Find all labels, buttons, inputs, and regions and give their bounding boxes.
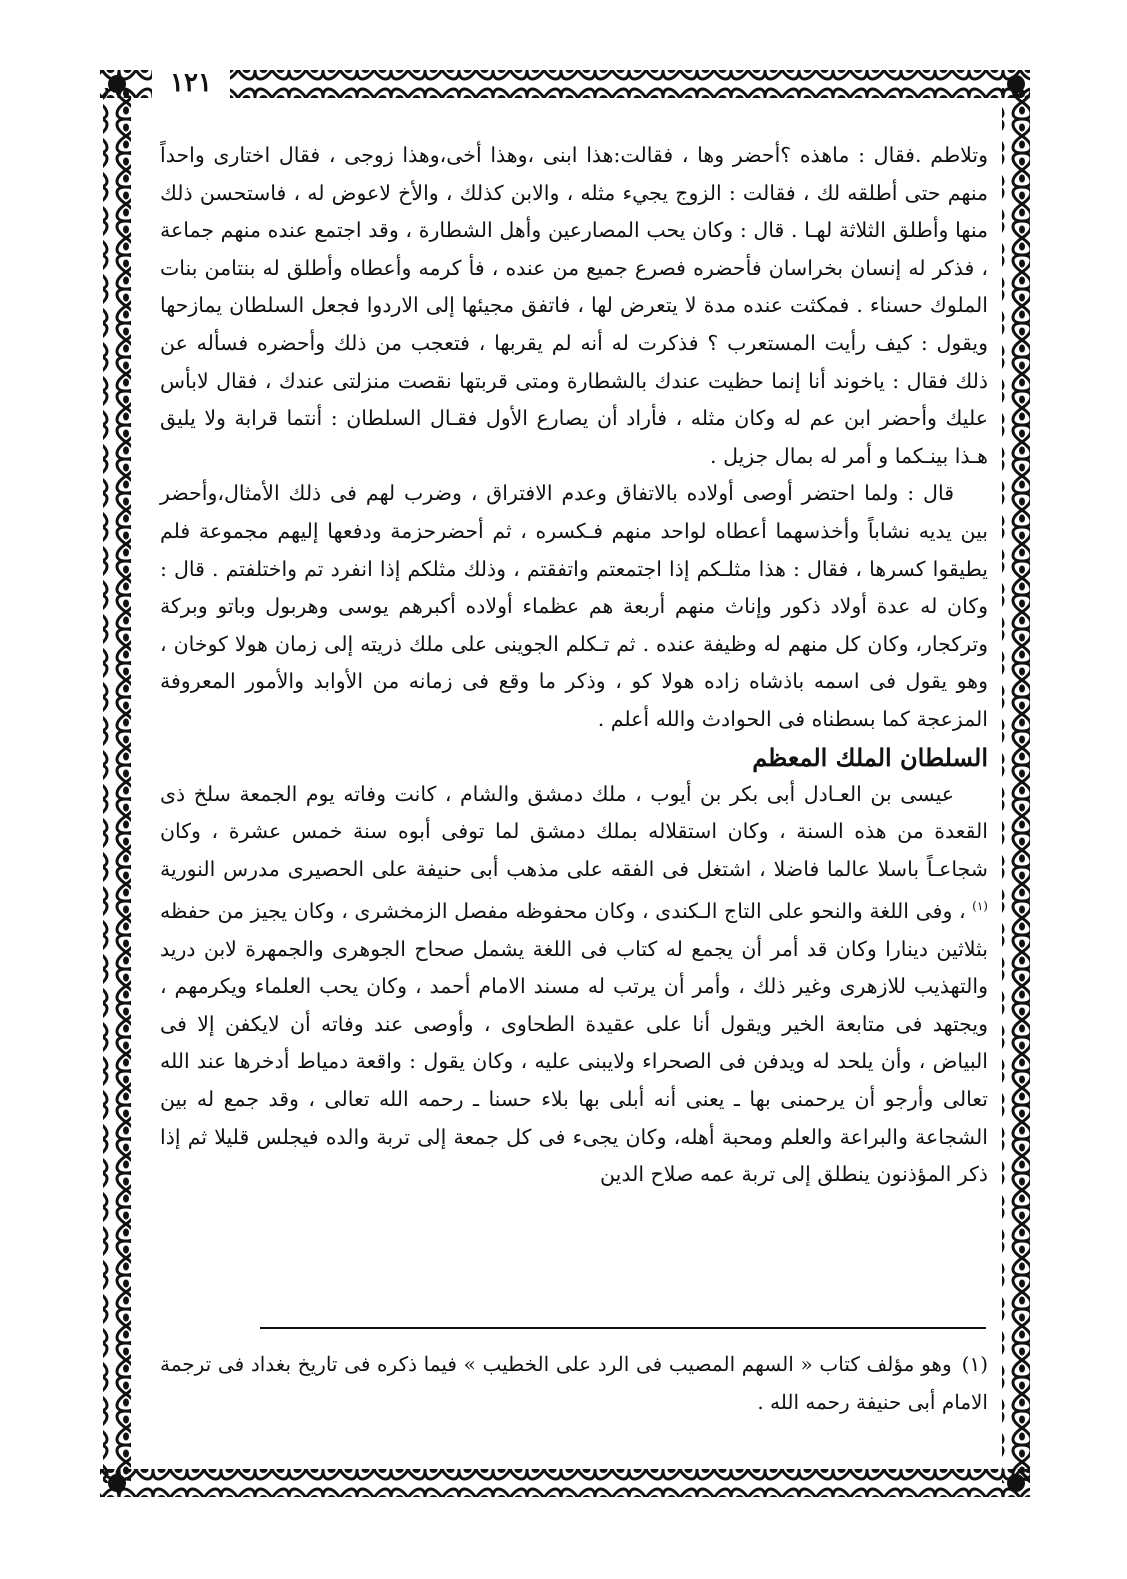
footnote	[160, 1345, 988, 1421]
corner-knot	[1007, 1474, 1025, 1492]
footnote-paragraph	[160, 1345, 988, 1421]
footnote-text: وهو مؤلف كتاب « السهم المصيب فى الرد على الخطيب » فيما ذكره فى تاريخ بغداد فى ترجمة الامام أبى حنيفة رحمه الله .	[160, 1352, 988, 1414]
paragraph	[160, 776, 988, 1194]
footnote-divider	[260, 1327, 986, 1329]
main-text	[160, 137, 988, 1194]
footnote-marker: (١)	[961, 1352, 988, 1376]
corner-knot	[108, 1474, 126, 1492]
paragraph-text: عيسى بن العـادل أبى بكر بن أيوب ، ملك دمشق والشام ، كانت وفاته يوم الجمعة سلخ ذى القعدة من هذه السنة ، وكان استقلاله بملك دمشق لما توفى أبوه سنة خمس عشرة ، وكان شجاعـاً باسلا عالما فاضلا ، اشتغل فى الفقه على مذهب أبى حنيفة على الحصيرى مدرس النورية	[160, 781, 988, 881]
paragraph-text-continued: ، وفى اللغة والنحو على التاج الـكندى ، وكان محفوظه مفصل الزمخشرى ، وكان يجيز من حفظه بثلاثين دينارا وكان قد أمر أن يجمع له كتاب فى اللغة يشمل صحاح الجوهرى والجمهرة لابن دريد والتهذيب للازهرى وغير ذلك ، وأمر أن يرتب له مسند الامام أحمد ، وكان يحب العلماء ويكرمهم ، ويجتهد فى متابعة الخير ويقول أنا على عقيدة الطحاوى ، وأوصى عند وفاته أن لايكفن إلا فى البياض ، وأن يلحد له ويدفن فى الصحراء ولايبنى عليه ، وكان يقول : واقعة دمياط أدخرها عند الله تعالى وأرجو أن يرحمنى بها ـ يعنى أنه أبلى بها بلاء حسنا ـ رحمه الله تعالى ، وقد جمع له بين الشجاعة والبراعة والعلم ومحبة أهله، وكان يجىء فى كل جمعة إلى تربة والده فيجلس قليلا ثم إذا ذكر المؤذنون ينطلق إلى تربة عمه صلاح الدين	[160, 899, 988, 1187]
footnote-reference[interactable]: (١)	[972, 899, 988, 914]
border-bottom	[100, 1469, 1030, 1497]
border-top	[100, 70, 1030, 98]
corner-knot	[1007, 75, 1025, 93]
paragraph: وتلاطم .فقال : ماهذه ؟أحضر وها ، فقالت:هذا ابنى ،وهذا أخى،وهذا زوجى ، فقال اختارى واحداً منهم حتى أطلقه لك ، فقالت : الزوج يجيء مثله ، والابن كذلك ، والأخ لاعوض له ، فاستحسن ذلك منها وأطلق الثلاثة لهـا . قال : وكان يحب المصارعين وأهل الشطارة ، وقد اجتمع عنده منهم جماعة ، فذكر له إنسان بخراسان فأحضره فصرع جميع من عنده ، فأ كرمه وأعطاه وأطلق له بنتامن بنات الملوك حسناء . فمكثت عنده مدة لا يتعرض لها ، فاتفق مجيئها إلى الاردوا فجعل السلطان يمازحها ويقول : كيف رأيت المستعرب ؟ فذكرت له أنه لم يقربها ، فتعجب من ذلك وأحضره فسأله عن ذلك فقال : ياخوند أنا إنما حظيت عندك بالشطارة ومتى قربتها نقصت منزلتى عندك ، فقال لابأس عليك وأحضر ابن عم له وكان مثله ، فأراد أن يصارع الأول فقـال السلطان : أنتما قرابة ولا يليق هـذا بينـكما و أمر له بمال جزيل .	[160, 143, 988, 468]
section-heading: السلطان الملك المعظم	[752, 742, 988, 772]
border-right	[1002, 88, 1030, 1483]
page-number: ١٢١	[152, 66, 230, 100]
corner-knot	[108, 75, 126, 93]
paragraph: قال : ولما احتضر أوصى أولاده بالاتفاق وعدم الافتراق ، وضرب لهم فى ذلك الأمثال،وأحضر بين يديه نشاباً وأخذسهما أعطاه لواحد منهم فـكسره ، ثم أحضرحزمة ودفعها إليهم مجموعة فلم يطيقوا كسرها ، فقال : هذا مثلـكم إذا اجتمعتم واتفقتم ، وذلك مثلكم إذا انفرد تم واختلفتم . قال : وكان له عدة أولاد ذكور وإناث منهم أربعة هم عظماء أولاده أكبرهم يوسى وهربول وباتو وبركة وتركجار، وكان كل منهم له وظيفة عنده . ثم تـكلم الجوينى على ملك ذريته إلى زمان هولا كوخان ، وهو يقول فى اسمه باذشاه زاده هولا كو ، وذكر ما وقع فى زمانه من الأوابد والأمور المعروفة المزعجة كما بسطناه فى الحوادث والله أعلم .	[160, 481, 988, 731]
border-left	[103, 88, 131, 1483]
